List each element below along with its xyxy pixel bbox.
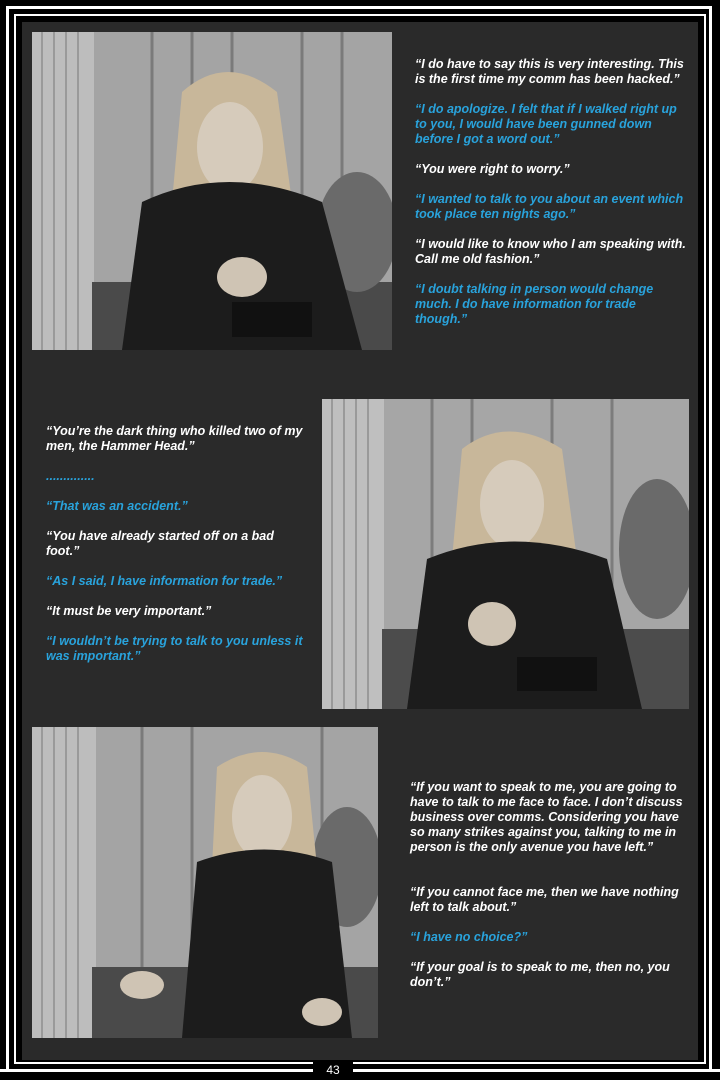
dialog-block-1 xyxy=(415,57,690,342)
photo-panel-3 xyxy=(32,727,378,1038)
photo-3-image xyxy=(32,727,378,1038)
photo-2-image xyxy=(322,399,689,709)
page-footer-rule xyxy=(0,1064,720,1080)
photo-panel-2 xyxy=(322,399,689,709)
dialog-line: “You have already started off on a bad foot.” xyxy=(46,529,274,558)
dialog-line: “I would like to know who I am speaking with. Call me old fashion.” xyxy=(415,237,686,266)
dialog-block-3 xyxy=(410,780,690,1005)
dialog-line: “I wanted to talk to you about an event which took place ten nights ago.” xyxy=(415,192,684,221)
dialog-line: “You were right to worry.” xyxy=(415,162,570,176)
photo-1-image xyxy=(32,32,392,350)
dialog-block-2 xyxy=(46,424,306,679)
dialog-line: “You’re the dark thing who killed two of my men, the Hammer Head.” xyxy=(46,424,303,453)
dialog-line: “That was an accident.” xyxy=(46,499,188,513)
dialog-line: “I have no choice?” xyxy=(410,930,528,944)
dialog-line: “I doubt talking in person would change much. I do have information for trade though.” xyxy=(415,282,654,326)
dialog-line: “I do apologize. I felt that if I walked right up to you, I would have been gunned down before I got a word out.” xyxy=(415,102,677,146)
photo-panel-1 xyxy=(32,32,392,350)
dialog-line: .............. xyxy=(46,469,95,483)
dialog-line: “If you want to speak to me, you are going to have to talk to me face to face. I don’t discuss business over comms. Considering you have so many strikes against you, talking to me in person is the only avenue you have left.” xyxy=(410,780,683,854)
dialog-line: “If you cannot face me, then we have nothing left to talk about.” xyxy=(410,885,679,914)
dialog-line: “It must be very important.” xyxy=(46,604,212,618)
dialog-line: “As I said, I have information for trade.” xyxy=(46,574,283,588)
page-number: 43 xyxy=(313,1060,353,1078)
dialog-line: “I do have to say this is very interesting. This is the first time my comm has been hacked.” xyxy=(415,57,684,86)
dialog-line: “I wouldn’t be trying to talk to you unless it was important.” xyxy=(46,634,303,663)
dialog-line: “If your goal is to speak to me, then no, you don’t.” xyxy=(410,960,670,989)
